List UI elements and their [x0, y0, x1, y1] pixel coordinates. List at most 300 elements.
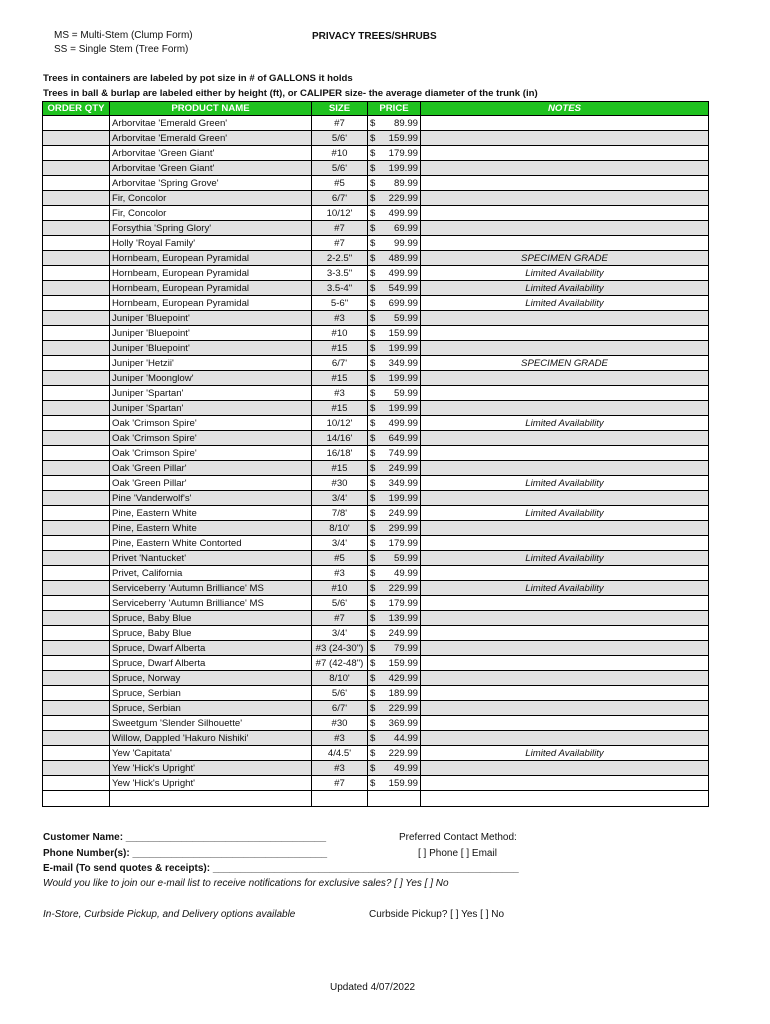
notes-cell: [421, 236, 709, 251]
currency-symbol: $: [370, 222, 376, 234]
product-name-cell: Oak 'Crimson Spire': [110, 416, 312, 431]
price-value: 429.99: [388, 672, 418, 684]
legend-ms: MS = Multi-Stem (Clump Form): [54, 30, 193, 41]
price-cell: [368, 341, 421, 356]
order-qty-cell[interactable]: [43, 551, 110, 566]
currency-symbol: $: [370, 777, 376, 789]
currency-symbol: $: [370, 117, 376, 129]
price-value: 59.99: [393, 387, 418, 399]
notes-cell: [421, 116, 709, 131]
order-qty-cell[interactable]: [43, 191, 110, 206]
size-cell: 3.5-4": [312, 281, 368, 296]
order-qty-cell[interactable]: [43, 326, 110, 341]
table-row: [43, 191, 709, 206]
price-cell: [368, 146, 421, 161]
order-qty-cell[interactable]: [43, 686, 110, 701]
currency-symbol: $: [370, 312, 376, 324]
product-name-cell: Juniper 'Bluepoint': [110, 341, 312, 356]
product-name-cell: Oak 'Green Pillar': [110, 461, 312, 476]
preferred-contact-label: Preferred Contact Method:: [399, 832, 517, 843]
notes-cell: [421, 401, 709, 416]
header-notes: NOTES: [421, 102, 709, 116]
product-name-cell: Spruce, Dwarf Alberta: [110, 641, 312, 656]
currency-symbol: $: [370, 552, 376, 564]
order-qty-cell[interactable]: [43, 701, 110, 716]
notes-cell: Limited Availability: [421, 281, 709, 296]
price-cell: [368, 311, 421, 326]
price-value: 349.99: [388, 357, 418, 369]
product-name-cell: Spruce, Serbian: [110, 686, 312, 701]
currency-symbol: $: [370, 687, 376, 699]
price-value: 349.99: [388, 477, 418, 489]
order-qty-cell[interactable]: [43, 791, 110, 807]
table-row: [43, 296, 709, 311]
price-value: 249.99: [388, 507, 418, 519]
product-name-cell: Arborvitae 'Emerald Green': [110, 116, 312, 131]
size-cell: 6/7': [312, 701, 368, 716]
product-name-cell: Fir, Concolor: [110, 206, 312, 221]
price-value: 199.99: [388, 402, 418, 414]
header-size: SIZE: [312, 102, 368, 116]
table-row: [43, 716, 709, 731]
price-value: 499.99: [388, 417, 418, 429]
table-row: [43, 146, 709, 161]
price-cell: [368, 491, 421, 506]
order-qty-cell[interactable]: [43, 491, 110, 506]
phone-number-field[interactable]: Phone Number(s): ___________________________________: [43, 848, 328, 859]
order-qty-cell[interactable]: [43, 341, 110, 356]
size-cell: 3/4': [312, 536, 368, 551]
updated-date: Updated 4/07/2022: [330, 982, 416, 993]
size-cell: 3/4': [312, 491, 368, 506]
currency-symbol: $: [370, 177, 376, 189]
notes-cell: Limited Availability: [421, 551, 709, 566]
table-row: [43, 746, 709, 761]
table-row: [43, 341, 709, 356]
notes-cell: [421, 566, 709, 581]
currency-symbol: $: [370, 447, 376, 459]
table-row: [43, 236, 709, 251]
currency-symbol: $: [370, 297, 376, 309]
table-row: [43, 671, 709, 686]
order-qty-cell[interactable]: [43, 416, 110, 431]
order-qty-cell[interactable]: [43, 356, 110, 371]
currency-symbol: $: [370, 387, 376, 399]
currency-symbol: $: [370, 252, 376, 264]
table-row: [43, 221, 709, 236]
email-list-question[interactable]: Would you like to join our e-mail list to receive notifications for exclusive sales? [ ] Yes [ ] No: [43, 878, 449, 889]
header-order-qty: ORDER QTY: [43, 102, 110, 116]
product-name-cell: Spruce, Serbian: [110, 701, 312, 716]
table-row: [43, 776, 709, 791]
price-value: 549.99: [388, 282, 418, 294]
customer-name-field[interactable]: Customer Name: ____________________________________: [43, 832, 327, 843]
price-value: 89.99: [393, 117, 418, 129]
price-cell: [368, 131, 421, 146]
header-price: PRICE: [368, 102, 421, 116]
price-value: 249.99: [388, 462, 418, 474]
table-row: [43, 506, 709, 521]
table-row: [43, 416, 709, 431]
order-qty-cell[interactable]: [43, 461, 110, 476]
order-qty-cell[interactable]: [43, 581, 110, 596]
order-qty-cell[interactable]: [43, 296, 110, 311]
price-value: 229.99: [388, 747, 418, 759]
price-value: 229.99: [388, 192, 418, 204]
order-qty-cell[interactable]: [43, 776, 110, 791]
price-value: 499.99: [388, 207, 418, 219]
order-qty-cell[interactable]: [43, 611, 110, 626]
product-name-cell: Fir, Concolor: [110, 191, 312, 206]
table-row: [43, 251, 709, 266]
order-qty-cell[interactable]: [43, 626, 110, 641]
price-cell: [368, 266, 421, 281]
table-row: [43, 356, 709, 371]
price-value: 159.99: [388, 777, 418, 789]
table-header-row: [43, 102, 709, 116]
notes-cell: [421, 491, 709, 506]
price-value: 369.99: [388, 717, 418, 729]
price-cell: [368, 476, 421, 491]
price-cell: [368, 236, 421, 251]
currency-symbol: $: [370, 582, 376, 594]
table-row-blank: [43, 791, 709, 807]
legend: [54, 29, 193, 57]
intro-line-ball-burlap: Trees in ball & burlap are labeled either by height (ft), or CALIPER size- the average diameter of the trunk (in): [43, 87, 538, 99]
size-cell: #3: [312, 731, 368, 746]
order-qty-cell[interactable]: [43, 176, 110, 191]
product-name-cell: Spruce, Dwarf Alberta: [110, 656, 312, 671]
size-cell: #15: [312, 341, 368, 356]
currency-symbol: $: [370, 192, 376, 204]
table-row: [43, 386, 709, 401]
currency-symbol: $: [370, 762, 376, 774]
size-cell: #15: [312, 401, 368, 416]
product-name-cell: Juniper 'Bluepoint': [110, 326, 312, 341]
size-cell: 3-3.5": [312, 266, 368, 281]
table-row: [43, 131, 709, 146]
size-cell: 14/16': [312, 431, 368, 446]
currency-symbol: $: [370, 597, 376, 609]
table-row: [43, 536, 709, 551]
order-qty-cell[interactable]: [43, 116, 110, 131]
table-row: [43, 701, 709, 716]
size-cell: 10/12': [312, 416, 368, 431]
order-qty-cell[interactable]: [43, 371, 110, 386]
size-cell: 4/4.5': [312, 746, 368, 761]
size-cell: #3: [312, 761, 368, 776]
order-qty-cell[interactable]: [43, 386, 110, 401]
price-cell: [368, 296, 421, 311]
order-qty-cell[interactable]: [43, 731, 110, 746]
notes-cell: Limited Availability: [421, 296, 709, 311]
order-qty-cell[interactable]: [43, 206, 110, 221]
table-row: [43, 551, 709, 566]
size-cell: 2-2.5": [312, 251, 368, 266]
price-cell: [368, 701, 421, 716]
price-cell: [368, 551, 421, 566]
notes-cell: [421, 341, 709, 356]
size-cell: #5: [312, 551, 368, 566]
price-cell: [368, 641, 421, 656]
product-name-cell: Hornbeam, European Pyramidal: [110, 296, 312, 311]
product-name-cell: Oak 'Crimson Spire': [110, 446, 312, 461]
price-cell: [368, 536, 421, 551]
price-value: 99.99: [393, 237, 418, 249]
order-qty-cell[interactable]: [43, 311, 110, 326]
price-cell: [368, 191, 421, 206]
order-qty-cell[interactable]: [43, 236, 110, 251]
product-name-cell: Arborvitae 'Emerald Green': [110, 131, 312, 146]
order-qty-cell[interactable]: [43, 251, 110, 266]
notes-cell: Limited Availability: [421, 581, 709, 596]
page-title: PRIVACY TREES/SHRUBS: [312, 31, 437, 42]
currency-symbol: $: [370, 657, 376, 669]
product-name-cell: Spruce, Baby Blue: [110, 611, 312, 626]
size-cell: #3: [312, 386, 368, 401]
product-name-cell: Oak 'Crimson Spire': [110, 431, 312, 446]
price-value: 69.99: [393, 222, 418, 234]
price-cell: [368, 251, 421, 266]
currency-symbol: $: [370, 357, 376, 369]
table-row: [43, 431, 709, 446]
product-name-cell: Pine, Eastern White: [110, 506, 312, 521]
currency-symbol: $: [370, 732, 376, 744]
price-cell: [368, 206, 421, 221]
notes-cell: [421, 431, 709, 446]
table-row: [43, 476, 709, 491]
price-cell: [368, 791, 421, 807]
table-row: [43, 581, 709, 596]
order-qty-cell[interactable]: [43, 716, 110, 731]
order-qty-cell[interactable]: [43, 671, 110, 686]
size-cell: #30: [312, 476, 368, 491]
price-cell: [368, 326, 421, 341]
size-cell: 8/10': [312, 521, 368, 536]
order-qty-cell[interactable]: [43, 746, 110, 761]
currency-symbol: $: [370, 702, 376, 714]
order-qty-cell[interactable]: [43, 131, 110, 146]
size-cell: 8/10': [312, 671, 368, 686]
notes-cell: [421, 521, 709, 536]
notes-cell: [421, 461, 709, 476]
price-cell: [368, 686, 421, 701]
order-qty-cell[interactable]: [43, 761, 110, 776]
order-qty-cell[interactable]: [43, 221, 110, 236]
size-cell: 16/18': [312, 446, 368, 461]
table-row: [43, 281, 709, 296]
product-name-cell: Yew 'Capitata': [110, 746, 312, 761]
intro-line-containers: Trees in containers are labeled by pot size in # of GALLONS it holds: [43, 73, 353, 84]
price-value: 649.99: [388, 432, 418, 444]
notes-cell: [421, 221, 709, 236]
currency-symbol: $: [370, 642, 376, 654]
size-cell: #7: [312, 116, 368, 131]
table-row: [43, 686, 709, 701]
email-field[interactable]: E-mail (To send quotes & receipts): _______________________________________________________: [43, 863, 519, 874]
size-cell: #3 (24-30"): [312, 641, 368, 656]
notes-cell: [421, 371, 709, 386]
table-row: [43, 641, 709, 656]
order-qty-cell[interactable]: [43, 656, 110, 671]
table-row: [43, 761, 709, 776]
price-value: 179.99: [388, 597, 418, 609]
order-qty-cell[interactable]: [43, 431, 110, 446]
price-value: 249.99: [388, 627, 418, 639]
size-cell: 5/6': [312, 596, 368, 611]
price-value: 749.99: [388, 447, 418, 459]
product-name-cell: Arborvitae 'Green Giant': [110, 146, 312, 161]
product-name-cell: Privet 'Nantucket': [110, 551, 312, 566]
contact-method-options[interactable]: [ ] Phone [ ] Email: [418, 848, 497, 859]
size-cell: 5/6': [312, 686, 368, 701]
notes-cell: [421, 791, 709, 807]
product-name-cell: Hornbeam, European Pyramidal: [110, 266, 312, 281]
price-value: 49.99: [393, 567, 418, 579]
table-row: [43, 446, 709, 461]
product-name-cell: Privet, California: [110, 566, 312, 581]
currency-symbol: $: [370, 492, 376, 504]
price-cell: [368, 596, 421, 611]
product-name-cell: Willow, Dappled 'Hakuro Nishiki': [110, 731, 312, 746]
price-value: 44.99: [393, 732, 418, 744]
price-cell: [368, 431, 421, 446]
price-cell: [368, 656, 421, 671]
notes-cell: SPECIMEN GRADE: [421, 356, 709, 371]
order-qty-cell[interactable]: [43, 401, 110, 416]
currency-symbol: $: [370, 612, 376, 624]
product-name-cell: Pine, Eastern White: [110, 521, 312, 536]
order-qty-cell[interactable]: [43, 446, 110, 461]
table-row: [43, 371, 709, 386]
price-value: 199.99: [388, 492, 418, 504]
order-qty-cell[interactable]: [43, 266, 110, 281]
price-value: 229.99: [388, 582, 418, 594]
order-qty-cell[interactable]: [43, 281, 110, 296]
order-qty-cell[interactable]: [43, 641, 110, 656]
price-value: 139.99: [388, 612, 418, 624]
currency-symbol: $: [370, 747, 376, 759]
price-value: 199.99: [388, 372, 418, 384]
product-name-cell: Juniper 'Moonglow': [110, 371, 312, 386]
product-name-cell: Serviceberry 'Autumn Brilliance' MS: [110, 581, 312, 596]
table-row: [43, 206, 709, 221]
table-row: [43, 521, 709, 536]
notes-cell: [421, 326, 709, 341]
order-qty-cell[interactable]: [43, 596, 110, 611]
price-cell: [368, 356, 421, 371]
table-body: [43, 116, 709, 807]
price-value: 189.99: [388, 687, 418, 699]
size-cell: #10: [312, 326, 368, 341]
notes-cell: [421, 656, 709, 671]
order-qty-cell[interactable]: [43, 536, 110, 551]
order-qty-cell[interactable]: [43, 566, 110, 581]
product-name-cell: Juniper 'Spartan': [110, 401, 312, 416]
order-qty-cell[interactable]: [43, 506, 110, 521]
product-name-cell: Hornbeam, European Pyramidal: [110, 281, 312, 296]
notes-cell: Limited Availability: [421, 506, 709, 521]
price-cell: [368, 746, 421, 761]
size-cell: 6/7': [312, 191, 368, 206]
price-value: 159.99: [388, 132, 418, 144]
currency-symbol: $: [370, 672, 376, 684]
currency-symbol: $: [370, 717, 376, 729]
table-row: [43, 161, 709, 176]
price-cell: [368, 401, 421, 416]
order-qty-cell[interactable]: [43, 161, 110, 176]
price-cell: [368, 776, 421, 791]
table-row: [43, 266, 709, 281]
order-qty-cell[interactable]: [43, 146, 110, 161]
price-cell: [368, 161, 421, 176]
currency-symbol: $: [370, 207, 376, 219]
order-qty-cell[interactable]: [43, 521, 110, 536]
product-name-cell: Oak 'Green Pillar': [110, 476, 312, 491]
product-name-cell: Holly 'Royal Family': [110, 236, 312, 251]
price-value: 159.99: [388, 327, 418, 339]
table-row: [43, 491, 709, 506]
price-cell: [368, 371, 421, 386]
size-cell: 6/7': [312, 356, 368, 371]
price-cell: [368, 446, 421, 461]
currency-symbol: $: [370, 327, 376, 339]
price-cell: [368, 416, 421, 431]
currency-symbol: $: [370, 372, 376, 384]
curbside-pickup-question[interactable]: Curbside Pickup? [ ] Yes [ ] No: [369, 909, 505, 920]
table-row: [43, 731, 709, 746]
size-cell: #15: [312, 461, 368, 476]
currency-symbol: $: [370, 237, 376, 249]
price-cell: [368, 116, 421, 131]
size-cell: #5: [312, 176, 368, 191]
size-cell: #7: [312, 611, 368, 626]
size-cell: #7 (42-48"): [312, 656, 368, 671]
notes-cell: Limited Availability: [421, 476, 709, 491]
currency-symbol: $: [370, 537, 376, 549]
pickup-options-note: In-Store, Curbside Pickup, and Delivery options available: [43, 909, 296, 920]
price-value: 489.99: [388, 252, 418, 264]
notes-cell: [421, 386, 709, 401]
table-row: [43, 626, 709, 641]
size-cell: [312, 791, 368, 807]
order-qty-cell[interactable]: [43, 476, 110, 491]
notes-cell: [421, 716, 709, 731]
table-row: [43, 566, 709, 581]
price-cell: [368, 521, 421, 536]
notes-cell: Limited Availability: [421, 266, 709, 281]
size-cell: #15: [312, 371, 368, 386]
product-name-cell: Juniper 'Bluepoint': [110, 311, 312, 326]
notes-cell: [421, 641, 709, 656]
table-row: [43, 596, 709, 611]
size-cell: 3/4': [312, 626, 368, 641]
size-cell: #7: [312, 236, 368, 251]
product-name-cell: Spruce, Baby Blue: [110, 626, 312, 641]
price-cell: [368, 461, 421, 476]
currency-symbol: $: [370, 627, 376, 639]
currency-symbol: $: [370, 402, 376, 414]
currency-symbol: $: [370, 507, 376, 519]
product-name-cell[interactable]: [110, 791, 312, 807]
notes-cell: [421, 701, 709, 716]
header-product-name: PRODUCT NAME: [110, 102, 312, 116]
intro-text: [43, 72, 538, 101]
price-value: 229.99: [388, 702, 418, 714]
price-cell: [368, 176, 421, 191]
table-row: [43, 326, 709, 341]
price-value: 299.99: [388, 522, 418, 534]
